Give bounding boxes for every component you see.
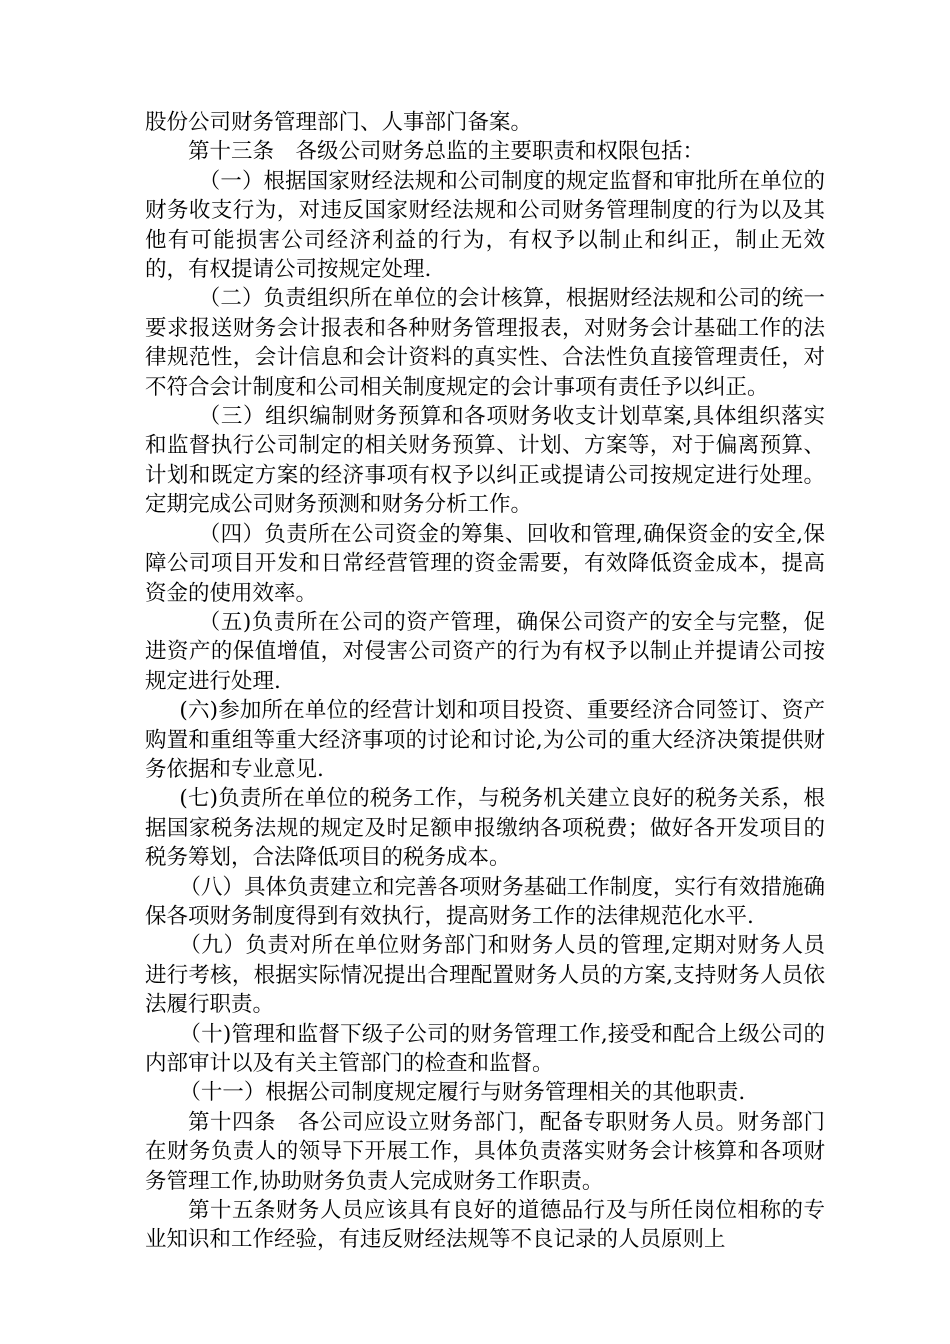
article-13-item-2: （二）负责组织所在单位的会计核算，根据财经法规和公司的统一要求报送财务会计报表和各种财务管理报表，对财务会计基础工作的法律规范性，会计信息和会计资料的真实性、合法性负直接管理责任，对不符合会计制度和公司相关制度规定的会计事项有责任予以纠正。 (145, 286, 825, 400)
article-15: 第十五条财务人员应该具有良好的道德品行及与所任岗位相称的专业知识和工作经验，有违反财经法规等不良记录的人员原则上 (145, 1198, 825, 1253)
article-13-heading: 第十三条 各级公司财务总监的主要职责和权限包括： (188, 139, 705, 165)
article-13-item-10: （十)管理和监督下级子公司的财务管理工作,接受和配合上级公司的内部审计以及有关主管部门的检查和监督。 (145, 1021, 825, 1076)
article-13-item-7: (七)负责所在单位的税务工作，与税务机关建立良好的税务关系，根据国家税务法规的规定及时足额申报缴纳各项税费；做好各开发项目的税务筹划，合法降低项目的税务成本。 (145, 786, 825, 871)
article-13-item-6: (六)参加所在单位的经营计划和项目投资、重要经济合同签订、资产购置和重组等重大经济事项的讨论和讨论,为公司的重大经济决策提供财务依据和专业意见. (145, 698, 825, 782)
document-body (145, 108, 825, 1255)
article-13-item-4: （四）负责所在公司资金的筹集、回收和管理,确保资金的安全,保障公司项目开发和日常经营管理的资金需要，有效降低资金成本，提高资金的使用效率。 (145, 521, 825, 606)
article-13-item-11: （十一）根据公司制度规定履行与财务管理相关的其他职责. (179, 1080, 746, 1106)
article-14: 第十四条 各公司应设立财务部门，配备专职财务人员。财务部门在财务负责人的领导下开展工作，具体负责落实财务会计核算和各项财务管理工作,协助财务负责人完成财务工作职责。 (145, 1109, 825, 1194)
article-13-item-8: （八）具体负责建立和完善各项财务基础工作制度，实行有效措施确保各项财务制度得到有效执行，提高财务工作的法律规范化水平. (145, 874, 825, 929)
article-13-item-3: （三）组织编制财务预算和各项财务收支计划草案,具体组织落实和监督执行公司制定的相关财务预算、计划、方案等，对于偏离预算、计划和既定方案的经济事项有权予以纠正或提请公司按规定进行处理。定期完成公司财务预测和财务分析工作。 (145, 404, 825, 518)
article-13-item-5: （五)负责所在公司的资产管理，确保公司资产的安全与完整，促进资产的保值增值，对侵害公司资产的行为有权予以制止并提请公司按规定进行处理. (145, 609, 825, 694)
paragraph-continuation: 股份公司财务管理部门、人事部门备案。 (145, 110, 533, 135)
article-13-item-9: （九）负责对所在单位财务部门和财务人员的管理,定期对财务人员进行考核，根据实际情况提出合理配置财务人员的方案,支持财务人员依法履行职责。 (145, 933, 825, 1018)
article-13-item-1: （一）根据国家财经法规和公司制度的规定监督和审批所在单位的财务收支行为，对违反国家财经法规和公司财务管理制度的行为以及其他有可能损害公司经济利益的行为，有权予以制止和纠正，制止无效的，有权提请公司按规定处理. (145, 168, 825, 283)
